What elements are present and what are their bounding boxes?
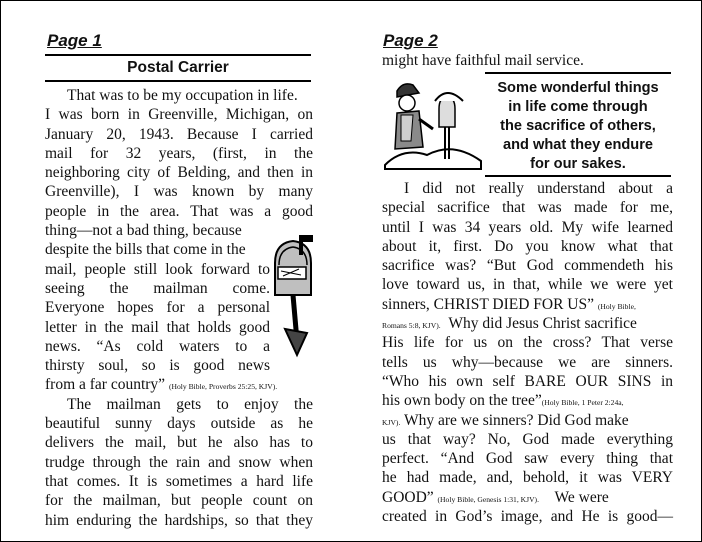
- body-line: people in the area. That was a good: [45, 202, 313, 220]
- body-line: him enduring the hardships, so that they: [45, 511, 313, 529]
- body-line: beautiful sunny days outside as he: [45, 415, 313, 433]
- body-line: [382, 411, 673, 430]
- callout-top-rule: [485, 72, 671, 74]
- mailbox-illustration: [271, 229, 317, 359]
- body-line: perfect. “And God saw every thing that: [382, 450, 673, 468]
- callout-bottom-rule: [485, 175, 671, 177]
- body-line-text: from a far country”: [45, 376, 166, 394]
- body-line: neighboring city of Belding, and then in: [45, 164, 313, 182]
- body-line: January 20, 1943. Because I carried: [45, 125, 313, 143]
- body-line: he had made, and, behold, it was VERY: [382, 469, 673, 487]
- body-line: us that way? No, God made everything: [382, 430, 673, 448]
- right-page-label: Page 2: [383, 31, 438, 50]
- body-line: special sacrifice that was made for me,: [382, 199, 673, 217]
- body-line: delivers the mail, but he also has to: [45, 434, 313, 452]
- body-line: despite the bills that come in the: [45, 241, 246, 259]
- title-top-rule: [45, 54, 311, 56]
- body-line: letter in the mail that holds good: [45, 318, 270, 336]
- body-line-text: GOOD”: [382, 488, 434, 506]
- body-line: [382, 391, 673, 410]
- scripture-citation: (Holy Bible,: [597, 301, 636, 311]
- title-bottom-rule: [45, 80, 311, 82]
- article-title: Postal Carrier: [127, 59, 229, 76]
- body-line: That was to be my occupation in life.: [67, 87, 298, 104]
- body-line: seeing the mailman come.: [45, 279, 270, 297]
- callout-line: for our sakes.: [530, 156, 626, 172]
- body-line: [382, 314, 673, 333]
- body-line: trudge through the rain and snow when: [45, 453, 313, 471]
- body-line: [45, 375, 313, 394]
- scripture-citation: (Holy Bible, Proverbs 25:25, KJV).: [168, 382, 278, 392]
- right-page-body: [382, 179, 673, 526]
- body-line: love toward us, in that, while we were yet: [382, 276, 673, 294]
- body-line: sacrifice was? “But God commendeth his: [382, 257, 673, 275]
- body-line: thing—not a bad thing, because: [45, 222, 242, 240]
- left-page-label: Page 1: [47, 31, 102, 50]
- callout-line: the sacrifice of others,: [500, 118, 656, 134]
- body-line: created in God’s image, and He is good—: [382, 508, 673, 526]
- body-line: about it, first. Do you know what that: [382, 237, 673, 255]
- callout-line: and what they endure: [502, 137, 653, 153]
- scripture-citation: KJV).: [382, 417, 401, 427]
- scripture-citation: Romans 5:8, KJV).: [382, 321, 441, 331]
- body-line: until I was 34 years old. My wife learned: [382, 218, 673, 236]
- body-line: Everyone hopes for a personal: [45, 299, 270, 317]
- body-line: I was born in Greenville, Michigan, on: [45, 106, 313, 124]
- body-line: thirsty soul, so is good news: [45, 357, 270, 375]
- body-line: [382, 295, 673, 314]
- body-line-text: Why are we sinners? Did God make: [403, 411, 629, 429]
- body-line: mail for 32 years, (first, in the: [45, 144, 313, 162]
- body-line: Greenville), I was known by many: [45, 183, 313, 201]
- body-line: mail, people still look forward to: [45, 260, 270, 278]
- body-line: news. “As cold waters to a: [45, 337, 270, 355]
- body-line: His life for us on the cross? That verse: [382, 334, 673, 352]
- callout-line: in life come through: [508, 99, 648, 115]
- body-line: tells us why—because we are sinners.: [382, 353, 673, 371]
- body-line: I did not really understand about a: [404, 180, 673, 197]
- body-line: “Who his own self BARE OUR SINS in: [382, 372, 673, 390]
- body-line-text: We were: [554, 488, 609, 506]
- right-page-top-line: [382, 51, 672, 70]
- scripture-citation: (Holy Bible, Genesis 1:31, KJV).: [437, 494, 539, 504]
- mail-carrier-in-snow-illustration: [383, 75, 483, 171]
- body-line: The mailman gets to enjoy the: [67, 395, 313, 413]
- callout-line: Some wonderful things: [497, 80, 659, 96]
- body-line-text: his own body on the tree”: [382, 392, 542, 410]
- body-line: might have faithful mail service.: [382, 52, 584, 69]
- body-line: [382, 488, 673, 507]
- body-line-text: sinners, CHRIST DIED FOR US”: [382, 295, 594, 313]
- body-line: that comes. It is sometimes a hard life: [45, 472, 313, 490]
- callout-quote: [485, 79, 671, 174]
- scripture-citation: (Holy Bible, 1 Peter 2:24a,: [541, 398, 624, 408]
- body-line-text: Why did Jesus Christ sacrifice: [448, 315, 637, 333]
- body-line: for the mailman, but people count on: [45, 492, 313, 510]
